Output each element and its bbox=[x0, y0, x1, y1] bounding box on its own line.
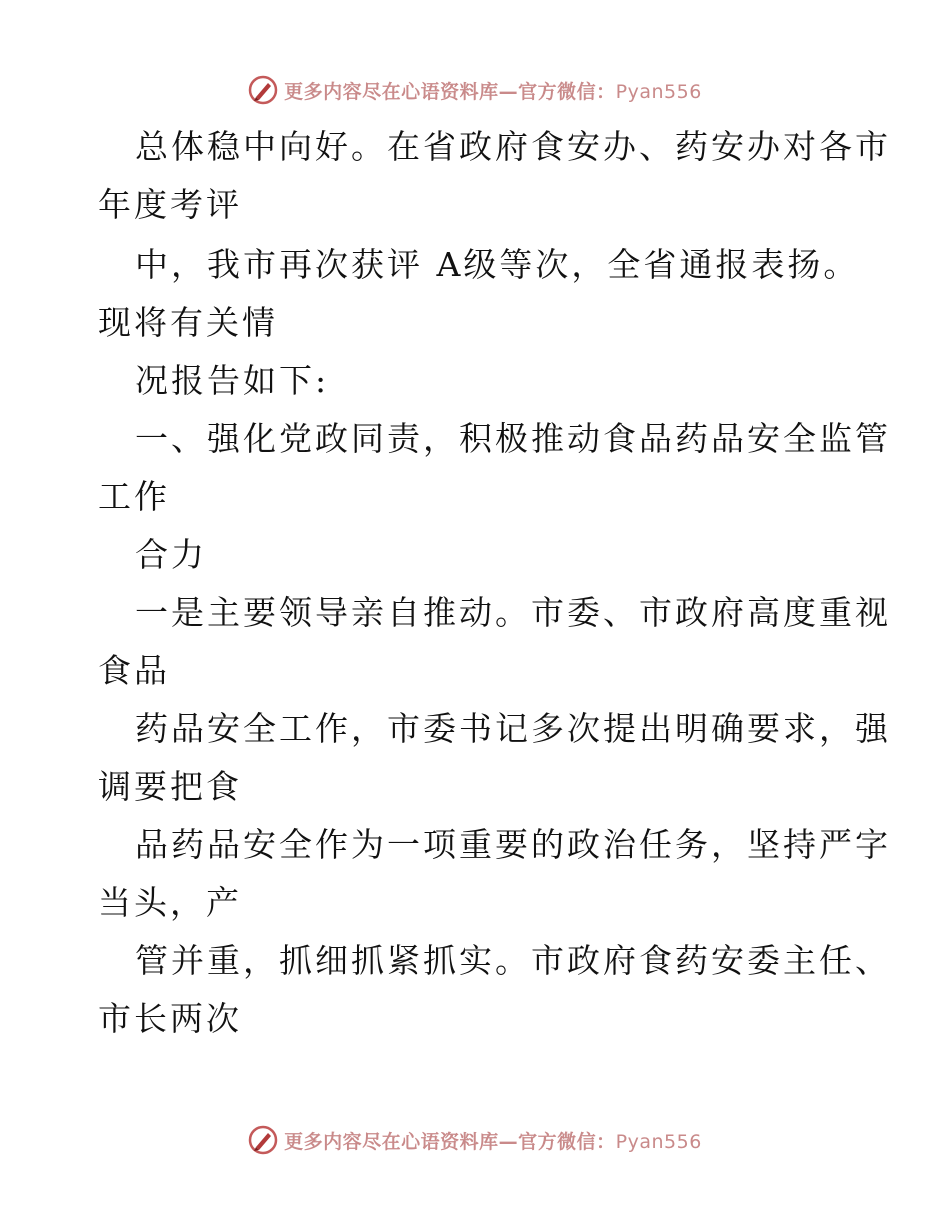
pen-logo-icon bbox=[248, 1125, 278, 1155]
text-line: 合力 bbox=[135, 535, 207, 574]
watermark-text: 更多内容尽在心语资料库—官方微信：Pyan556 bbox=[284, 80, 702, 103]
text-line: 一、强化党政同责，积极推动食品药品安全监管 bbox=[135, 419, 891, 458]
pen-logo-icon bbox=[248, 75, 278, 105]
text-line: 中，我市再次获评 A级等次，全省通报表扬。 bbox=[135, 245, 860, 284]
text-line: 管并重，抓细抓紧抓实。市政府食药安委主任、 bbox=[135, 941, 891, 980]
text-line: 品药品安全作为一项重要的政治任务，坚持严字 bbox=[135, 825, 891, 864]
text-line: 药品安全工作，市委书记多次提出明确要求，强 bbox=[135, 709, 891, 748]
text-line: 况报告如下: bbox=[135, 361, 330, 400]
text-line: 年度考评 bbox=[98, 185, 242, 224]
text-line: 现将有关情 bbox=[98, 303, 278, 342]
text-line: 市长两次 bbox=[98, 999, 242, 1038]
text-line: 食品 bbox=[98, 651, 170, 690]
text-line: 工作 bbox=[98, 477, 170, 516]
text-line: 总体稳中向好。在省政府食安办、药安办对各市 bbox=[135, 127, 891, 166]
header-watermark bbox=[0, 70, 950, 110]
watermark-text: 更多内容尽在心语资料库—官方微信：Pyan556 bbox=[284, 1130, 702, 1153]
text-line: 调要把食 bbox=[98, 767, 242, 806]
text-line: 当头，产 bbox=[98, 883, 242, 922]
footer-watermark bbox=[0, 1120, 950, 1160]
text-line: 一是主要领导亲自推动。市委、市政府高度重视 bbox=[135, 593, 891, 632]
